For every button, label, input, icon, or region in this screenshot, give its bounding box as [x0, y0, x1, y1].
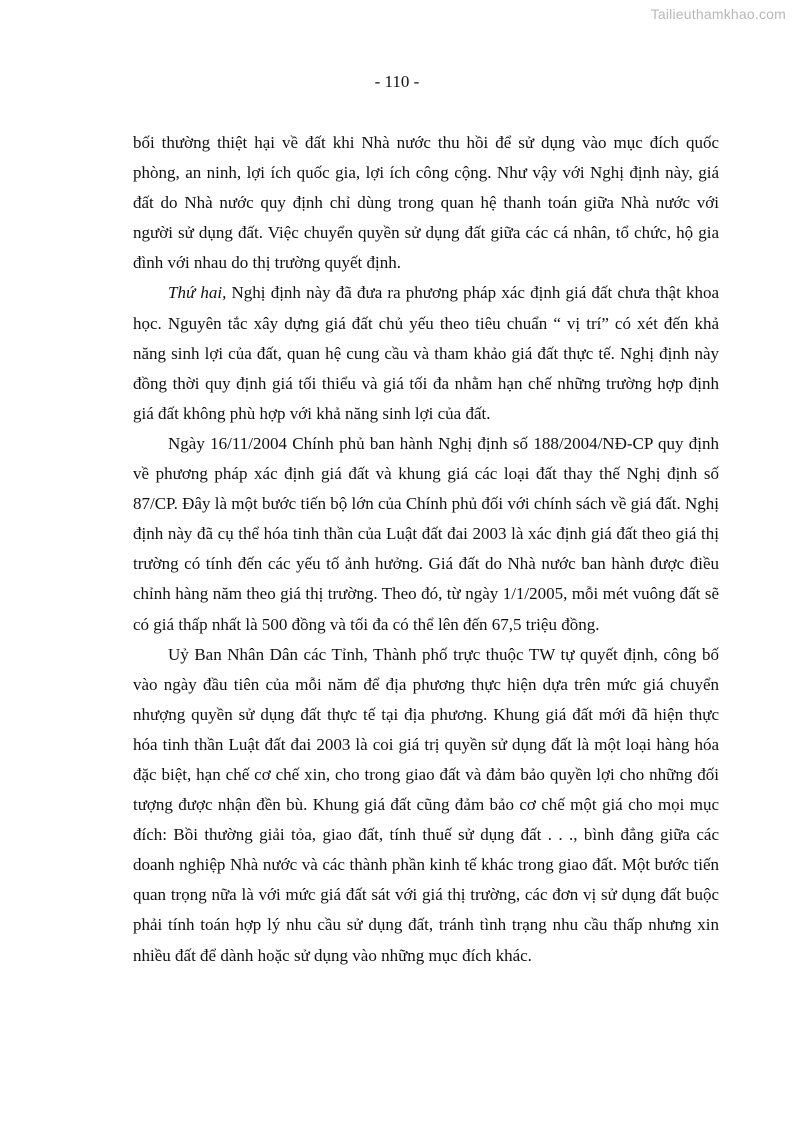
paragraph-2-text: Nghị định này đã đưa ra phương pháp xác định giá đất chưa thật khoa học. Nguyên tắc xây dựng giá đất chủ yếu theo tiêu chuẩn “ vị trí” có xét đến khả năng sinh lợi của đất, quan hệ cung cầu và tham khảo giá đất thực tế. Nghị định này đồng thời quy định giá tối thiểu và giá tối đa nhằm hạn chế những trường hợp định giá đất không phù hợp với khả năng sinh lợi của đất. [133, 283, 719, 423]
paragraph-1-text: bối thường thiệt hại về đất khi Nhà nước thu hồi để sử dụng vào mục đích quốc phòng, an ninh, lợi ích quốc gia, lợi ích công cộng. Như vậy với Nghị định này, giá đất do Nhà nước quy định chỉ dùng trong quan hệ thanh toán giữa Nhà nước với người sử dụng đất. Việc chuyển quyền sử dụng đất giữa các cá nhân, tổ chức, hộ gia đình với nhau do thị trường quyết định. [133, 133, 719, 273]
document-body [133, 128, 719, 971]
paragraph-1 [133, 128, 719, 278]
paragraph-2-lead: Thứ hai, [168, 283, 227, 303]
paragraph-3-text: Ngày 16/11/2004 Chính phủ ban hành Nghị định số 188/2004/NĐ-CP quy định về phương pháp xác định giá đất và khung giá các loại đất thay thế Nghị định số 87/CP. Đây là một bước tiến bộ lớn của Chính phủ đối với chính sách về giá đất. Nghị định này đã cụ thể hóa tinh thần của Luật đất đai 2003 là xác định giá đất theo giá thị trường có tính đến các yếu tố ảnh hưởng. Giá đất do Nhà nước ban hành được điều chỉnh hàng năm theo giá thị trường. Theo đó, từ ngày 1/1/2005, mỗi mét vuông đất sẽ có giá thấp nhất là 500 đồng và tối đa có thể lên đến 67,5 triệu đồng. [133, 433, 719, 634]
page-number: - 110 - [374, 72, 420, 91]
paragraph-2 [133, 278, 719, 428]
paragraph-4-text: Uỷ Ban Nhân Dân các Tỉnh, Thành phố trực thuộc TW tự quyết định, công bố vào ngày đầu tiên của mỗi năm để địa phương thực hiện dựa trên mức giá chuyển nhượng quyền sử dụng đất thực tế tại địa phương. Khung giá đất mới đã hiện thực hóa tinh thần Luật đất đai 2003 là coi giá trị quyền sử dụng đất là một loại hàng hóa đặc biệt, hạn chế cơ chế xin, cho trong giao đất và đảm bảo quyền lợi cho những đối tượng được nhận đền bù. Khung giá đất cũng đảm bảo cơ chế một giá cho mọi mục đích: Bồi thường giải tỏa, giao đất, tính thuế sử dụng đất . . ., bình đẳng giữa các doanh nghiệp Nhà nước và các thành phần kinh tế khác trong giao đất. Một bước tiến quan trọng nữa là với mức giá đất sát với giá thị trường, các đơn vị sử dụng đất buộc phải tính toán hợp lý nhu cầu sử dụng đất, tránh tình trạng nhu cầu thấp nhưng xin nhiều đất để dành hoặc sử dụng vào những mục đích khác. [133, 644, 719, 965]
paragraph-3 [133, 429, 719, 640]
watermark: Tailieuthamkhao.com [650, 6, 786, 22]
paragraph-4 [133, 640, 719, 971]
